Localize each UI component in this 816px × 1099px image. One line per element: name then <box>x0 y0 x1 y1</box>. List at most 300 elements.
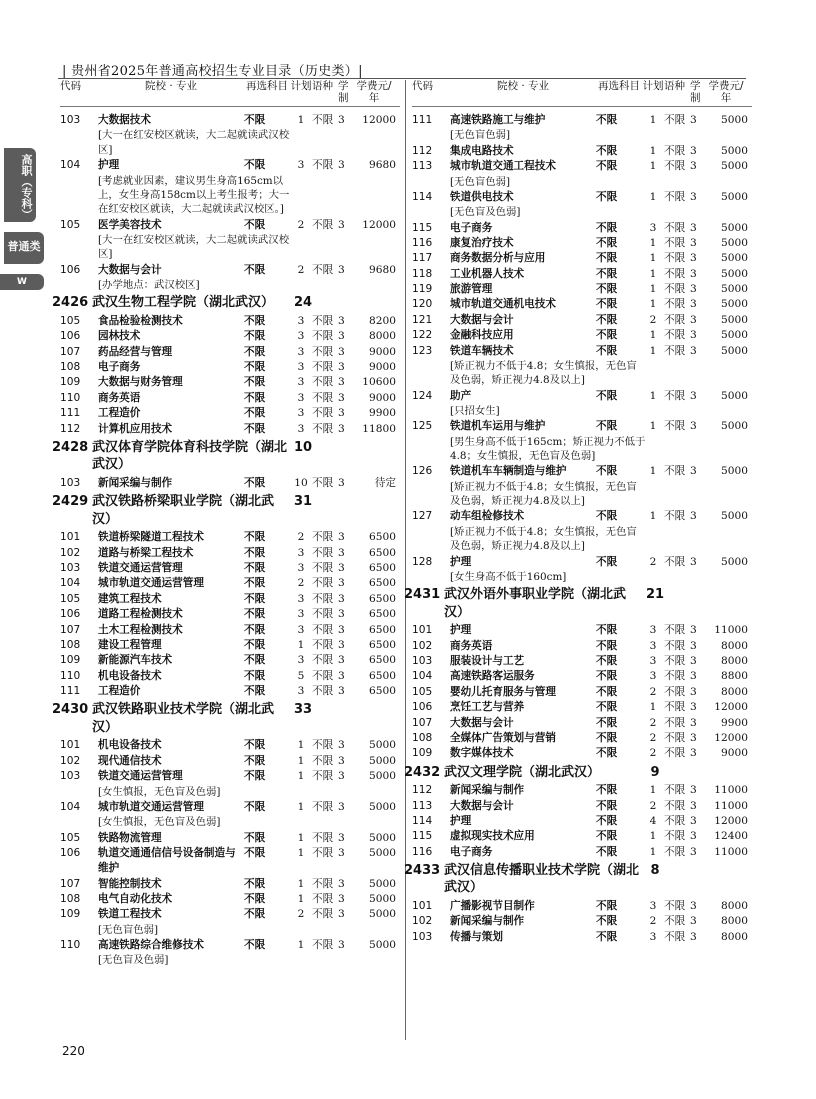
program-plan: 3 <box>297 685 305 697</box>
program-fee: 6500 <box>369 546 396 559</box>
program-plan: 1 <box>649 344 657 357</box>
program-language: 不限 <box>312 361 334 374</box>
program-row <box>60 831 400 846</box>
column-divider <box>405 80 406 1040</box>
program-code: 124 <box>412 389 433 402</box>
program-language: 不限 <box>664 555 686 568</box>
program-plan: 1 <box>649 283 657 296</box>
program-row <box>60 669 400 684</box>
program-name: 电子商务 <box>450 845 493 858</box>
program-years: 3 <box>338 893 345 906</box>
program-fee: 5000 <box>369 877 396 890</box>
program-years: 3 <box>690 845 697 858</box>
program-language: 不限 <box>664 465 686 478</box>
school-heading <box>404 862 752 897</box>
program-years: 3 <box>338 330 345 343</box>
program-years: 3 <box>338 754 345 767</box>
program-note: [无色盲色弱] <box>450 129 511 142</box>
program-code: 112 <box>412 784 433 797</box>
program-requirement: 不限 <box>596 930 618 943</box>
program-row <box>60 113 400 128</box>
program-code: 101 <box>412 624 433 637</box>
program-plan: 2 <box>649 915 657 928</box>
program-code: 121 <box>412 313 433 326</box>
right-body <box>404 113 752 945</box>
program-requirement: 不限 <box>244 800 266 813</box>
program-name: 大数据与会计 <box>450 799 514 812</box>
program-plan: 3 <box>297 330 305 343</box>
program-language: 不限 <box>664 237 686 249</box>
program-code: 108 <box>60 361 81 374</box>
program-requirement: 不限 <box>596 420 618 433</box>
program-name: 食品检验检测技术 <box>98 314 183 327</box>
program-requirement: 不限 <box>596 670 618 683</box>
program-note: [无色盲色弱] <box>450 175 511 188</box>
program-plan: 2 <box>297 577 305 590</box>
program-code: 105 <box>60 314 81 327</box>
program-name: 城市轨道交通运营管理 <box>98 800 204 813</box>
program-code: 116 <box>412 845 433 858</box>
program-years: 3 <box>338 314 345 327</box>
program-code: 111 <box>60 685 81 697</box>
program-years: 3 <box>690 784 697 797</box>
program-plan: 3 <box>649 655 657 668</box>
program-name: 大数据与会计 <box>450 313 514 326</box>
program-requirement: 不限 <box>244 685 266 697</box>
program-requirement: 不限 <box>244 638 266 651</box>
page-title: | 贵州省2025年普通高校招生专业目录（历史类）| <box>62 64 363 79</box>
right-column <box>404 80 752 945</box>
program-code: 117 <box>412 252 433 265</box>
program-plan: 3 <box>297 391 305 404</box>
program-row <box>412 914 752 929</box>
program-requirement: 不限 <box>244 877 266 890</box>
program-years: 3 <box>690 329 697 342</box>
program-years: 3 <box>690 830 697 843</box>
program-language: 不限 <box>312 159 334 172</box>
program-name: 商务英语 <box>98 391 141 404</box>
program-code: 116 <box>412 237 433 249</box>
program-language: 不限 <box>312 531 334 544</box>
program-name: 护理 <box>450 814 472 827</box>
program-row <box>412 313 752 328</box>
program-plan: 3 <box>649 624 657 637</box>
program-language: 不限 <box>664 814 686 827</box>
school-code: 2428 <box>52 439 89 455</box>
program-requirement: 不限 <box>596 267 618 280</box>
program-plan: 3 <box>297 546 305 559</box>
program-plan: 3 <box>297 345 305 358</box>
program-requirement: 不限 <box>244 908 266 921</box>
program-fee: 8000 <box>721 930 748 943</box>
program-fee: 8000 <box>721 685 748 698</box>
program-years: 3 <box>690 465 697 478</box>
program-plan: 3 <box>649 639 657 652</box>
program-years: 3 <box>690 144 697 157</box>
program-years: 3 <box>338 908 345 921</box>
program-language: 不限 <box>312 407 334 420</box>
program-name: 大数据与会计 <box>450 716 514 729</box>
program-fee: 5000 <box>721 344 748 357</box>
program-row <box>60 263 400 278</box>
program-years: 3 <box>690 313 697 326</box>
program-fee: 5000 <box>721 144 748 157</box>
program-years: 3 <box>338 376 345 389</box>
program-fee: 5000 <box>369 831 396 844</box>
program-language: 不限 <box>312 330 334 343</box>
program-language: 不限 <box>312 592 334 605</box>
program-row <box>60 576 400 591</box>
program-requirement: 不限 <box>244 314 266 327</box>
program-language: 不限 <box>312 376 334 389</box>
program-plan: 1 <box>649 329 657 342</box>
program-language: 不限 <box>312 546 334 559</box>
program-fee: 6500 <box>369 685 396 697</box>
program-row <box>60 546 400 561</box>
program-requirement: 不限 <box>596 701 618 714</box>
program-name: 铁道车辆技术 <box>450 344 514 357</box>
program-years: 3 <box>690 799 697 812</box>
program-years: 3 <box>690 624 697 637</box>
school-heading <box>52 294 400 312</box>
program-plan: 1 <box>297 893 305 906</box>
program-requirement: 不限 <box>596 298 618 311</box>
program-requirement: 不限 <box>596 639 618 652</box>
program-fee: 5000 <box>369 939 396 952</box>
program-years: 3 <box>338 654 345 667</box>
program-language: 不限 <box>312 562 334 575</box>
program-row <box>60 907 400 922</box>
program-row <box>412 814 752 829</box>
program-fee: 8200 <box>369 314 396 327</box>
program-requirement: 不限 <box>596 799 618 812</box>
program-language: 不限 <box>664 845 686 858</box>
program-plan: 1 <box>297 939 305 952</box>
program-language: 不限 <box>664 221 686 234</box>
program-plan: 1 <box>297 877 305 890</box>
program-fee: 8000 <box>369 330 396 343</box>
program-row <box>60 314 400 329</box>
program-requirement: 不限 <box>596 465 618 478</box>
program-language: 不限 <box>664 655 686 668</box>
program-requirement: 不限 <box>244 361 266 374</box>
program-name: 轨道交通通信信号设备制造与维护 <box>98 846 236 875</box>
program-years: 3 <box>690 747 697 760</box>
program-years: 3 <box>338 345 345 358</box>
program-requirement: 不限 <box>244 476 266 489</box>
program-fee: 6500 <box>369 608 396 621</box>
program-plan: 2 <box>297 908 305 921</box>
program-fee: 6500 <box>369 577 396 590</box>
program-requirement: 不限 <box>244 345 266 358</box>
program-note: [无色盲色弱] <box>98 923 159 936</box>
program-row <box>412 746 752 761</box>
program-row <box>412 251 752 266</box>
program-requirement: 不限 <box>596 716 618 729</box>
program-plan: 3 <box>297 407 305 420</box>
program-code: 104 <box>60 800 81 813</box>
program-fee: 9000 <box>369 345 396 358</box>
program-years: 3 <box>690 190 697 203</box>
program-fee: 9000 <box>721 747 748 760</box>
program-language: 不限 <box>664 900 686 913</box>
school-code: 2430 <box>52 702 89 718</box>
program-row <box>412 654 752 669</box>
program-requirement: 不限 <box>244 754 266 767</box>
program-fee: 6500 <box>369 623 396 636</box>
program-fee: 10600 <box>362 376 396 389</box>
program-language: 不限 <box>312 770 334 783</box>
program-row <box>412 685 752 700</box>
program-years: 3 <box>690 160 697 173</box>
program-code: 102 <box>412 915 433 928</box>
program-language: 不限 <box>312 754 334 767</box>
program-language: 不限 <box>312 800 334 813</box>
program-row <box>412 783 752 798</box>
program-name: 护理 <box>450 555 472 568</box>
program-name: 城市轨道交通工程技术 <box>450 160 556 173</box>
program-row <box>412 144 752 159</box>
program-fee: 5000 <box>721 267 748 280</box>
program-fee: 11000 <box>714 624 748 637</box>
program-language: 不限 <box>664 144 686 157</box>
program-name: 康复治疗技术 <box>450 237 514 249</box>
program-language: 不限 <box>312 893 334 906</box>
school-name: 武汉信息传播职业技术学院（湖北武汉） <box>444 862 640 896</box>
school-heading <box>52 439 400 474</box>
program-requirement: 不限 <box>244 577 266 590</box>
program-years: 3 <box>690 298 697 311</box>
program-plan: 1 <box>649 784 657 797</box>
program-code: 106 <box>60 846 81 859</box>
school-heading <box>52 493 400 528</box>
program-plan: 3 <box>297 654 305 667</box>
program-fee: 6500 <box>369 638 396 651</box>
program-fee: 5000 <box>369 770 396 783</box>
program-fee: 11000 <box>714 784 748 797</box>
program-language: 不限 <box>664 930 686 943</box>
program-name: 金融科技应用 <box>450 329 514 342</box>
program-language: 不限 <box>664 420 686 433</box>
program-row <box>60 754 400 769</box>
program-years: 3 <box>690 555 697 568</box>
program-language: 不限 <box>312 263 334 276</box>
program-name: 电子商务 <box>450 221 493 234</box>
program-language: 不限 <box>312 608 334 621</box>
program-code: 118 <box>412 267 433 280</box>
program-requirement: 不限 <box>244 407 266 420</box>
program-code: 106 <box>412 701 433 714</box>
program-years: 3 <box>338 577 345 590</box>
program-fee: 5000 <box>369 800 396 813</box>
program-row <box>60 638 400 653</box>
program-fee: 9000 <box>369 391 396 404</box>
program-fee: 5000 <box>721 329 748 342</box>
header-req: 再选科目 <box>246 80 288 92</box>
program-row <box>412 419 752 434</box>
header-plan: 计划 <box>290 80 312 92</box>
program-fee: 8000 <box>721 655 748 668</box>
program-row <box>60 653 400 668</box>
program-years: 3 <box>690 267 697 280</box>
program-name: 道路工程检测技术 <box>98 608 183 621</box>
program-row <box>60 375 400 390</box>
program-years: 3 <box>338 739 345 752</box>
school-code: 2429 <box>52 494 89 510</box>
program-fee: 5000 <box>369 739 396 752</box>
program-note: [只招女生] <box>450 404 500 417</box>
program-name: 工程造价 <box>98 407 141 420</box>
program-requirement: 不限 <box>596 313 618 326</box>
program-name: 婴幼儿托育服务与管理 <box>450 685 556 698</box>
program-fee: 11000 <box>714 845 748 858</box>
program-code: 110 <box>60 391 81 404</box>
program-name: 机电设备技术 <box>98 739 162 752</box>
school-code: 2431 <box>404 587 441 603</box>
program-name: 动车组检修技术 <box>450 510 525 523</box>
school-code: 2433 <box>404 862 441 878</box>
program-fee: 8000 <box>721 900 748 913</box>
program-row <box>412 328 752 343</box>
program-name: 智能控制技术 <box>98 877 162 890</box>
program-row <box>412 282 752 297</box>
program-row <box>60 892 400 907</box>
program-plan: 3 <box>297 159 305 172</box>
program-name: 机电设备技术 <box>98 669 162 682</box>
program-row <box>412 716 752 731</box>
program-code: 115 <box>412 830 433 843</box>
school-heading <box>52 701 400 736</box>
program-years: 3 <box>338 391 345 404</box>
program-code: 114 <box>412 814 433 827</box>
header-code: 代码 <box>412 80 433 92</box>
program-name: 全媒体广告策划与营销 <box>450 731 556 744</box>
program-requirement: 不限 <box>596 221 618 234</box>
program-fee: 6500 <box>369 562 396 575</box>
program-plan: 5 <box>297 669 305 682</box>
program-requirement: 不限 <box>596 190 618 203</box>
program-name: 电子商务 <box>98 361 141 374</box>
program-name: 大数据技术 <box>98 114 151 127</box>
program-note: [男生身高不低于165cm；矫正视力不低于4.8；女生慎报，无色盲及色弱] <box>450 435 646 463</box>
program-row <box>60 769 400 784</box>
program-code: 105 <box>60 218 81 231</box>
program-fee: 9680 <box>369 159 396 172</box>
program-years: 3 <box>338 770 345 783</box>
school-plan-total: 21 <box>645 587 665 603</box>
program-code: 104 <box>60 159 81 172</box>
program-language: 不限 <box>664 190 686 203</box>
program-code: 106 <box>60 330 81 343</box>
program-requirement: 不限 <box>244 546 266 559</box>
program-code: 112 <box>60 422 81 435</box>
program-plan: 1 <box>649 845 657 858</box>
program-requirement: 不限 <box>244 939 266 952</box>
program-code: 107 <box>60 345 81 358</box>
program-row <box>60 530 400 545</box>
program-fee: 5000 <box>721 555 748 568</box>
program-language: 不限 <box>312 114 334 127</box>
program-requirement: 不限 <box>244 114 266 127</box>
program-code: 102 <box>412 639 433 652</box>
program-fee: 5000 <box>721 252 748 265</box>
program-fee: 5000 <box>721 283 748 296</box>
program-plan: 2 <box>297 263 305 276</box>
program-plan: 2 <box>297 531 305 544</box>
program-fee: 12000 <box>714 731 748 744</box>
program-row <box>60 592 400 607</box>
program-language: 不限 <box>312 739 334 752</box>
program-plan: 1 <box>649 420 657 433</box>
program-name: 计算机应用技术 <box>98 422 173 435</box>
program-fee: 12400 <box>714 830 748 843</box>
program-fee: 6500 <box>369 669 396 682</box>
program-name: 现代通信技术 <box>98 754 162 767</box>
program-code: 101 <box>60 739 81 752</box>
program-row <box>60 345 400 360</box>
program-code: 106 <box>60 263 81 276</box>
program-code: 109 <box>60 376 81 389</box>
program-name: 建设工程管理 <box>98 638 162 651</box>
program-language: 不限 <box>664 344 686 357</box>
program-requirement: 不限 <box>596 784 618 797</box>
program-language: 不限 <box>664 670 686 683</box>
program-code: 125 <box>412 420 433 433</box>
program-code: 110 <box>60 939 81 952</box>
program-fee: 5000 <box>721 114 748 127</box>
program-plan: 2 <box>649 747 657 760</box>
program-row <box>60 607 400 622</box>
program-plan: 3 <box>649 930 657 943</box>
program-note: [大一在红安校区就读，大二起就读武汉校区] <box>98 234 290 261</box>
program-name: 烹饪工艺与营养 <box>450 701 525 714</box>
program-fee: 8800 <box>721 670 748 683</box>
program-plan: 1 <box>649 465 657 478</box>
program-fee: 12000 <box>714 814 748 827</box>
program-language: 不限 <box>312 623 334 636</box>
program-years: 3 <box>338 685 345 697</box>
program-requirement: 不限 <box>244 159 266 172</box>
program-note: [矫正视力不低于4.8；女生慎报，无色盲及色弱，矫正视力4.8及以上] <box>450 359 637 387</box>
program-row <box>412 829 752 844</box>
program-plan: 1 <box>297 114 305 127</box>
program-language: 不限 <box>664 639 686 652</box>
program-years: 3 <box>338 407 345 420</box>
program-note: [女生慎报，无色盲及色弱] <box>98 785 221 798</box>
program-years: 3 <box>338 159 345 172</box>
program-name: 新能源汽车技术 <box>98 654 173 667</box>
program-code: 112 <box>412 144 433 157</box>
header-name: 院校 · 专业 <box>496 80 549 92</box>
program-language: 不限 <box>312 685 334 697</box>
program-plan: 1 <box>649 510 657 523</box>
school-plan-total: 8 <box>650 862 660 878</box>
program-row <box>60 623 400 638</box>
school-name: 武汉文理学院（湖北武汉） <box>444 764 601 780</box>
program-requirement: 不限 <box>244 376 266 389</box>
program-name: 铁道机车运用与维护 <box>450 420 546 433</box>
program-plan: 1 <box>297 770 305 783</box>
program-plan: 3 <box>649 670 657 683</box>
program-note: [无色盲及色弱] <box>98 954 169 967</box>
program-code: 128 <box>412 555 433 568</box>
side-tabs <box>0 148 50 300</box>
program-years: 3 <box>690 420 697 433</box>
header-code: 代码 <box>60 80 81 92</box>
program-code: 102 <box>60 754 81 767</box>
program-code: 115 <box>412 221 433 234</box>
program-years: 3 <box>690 114 697 127</box>
